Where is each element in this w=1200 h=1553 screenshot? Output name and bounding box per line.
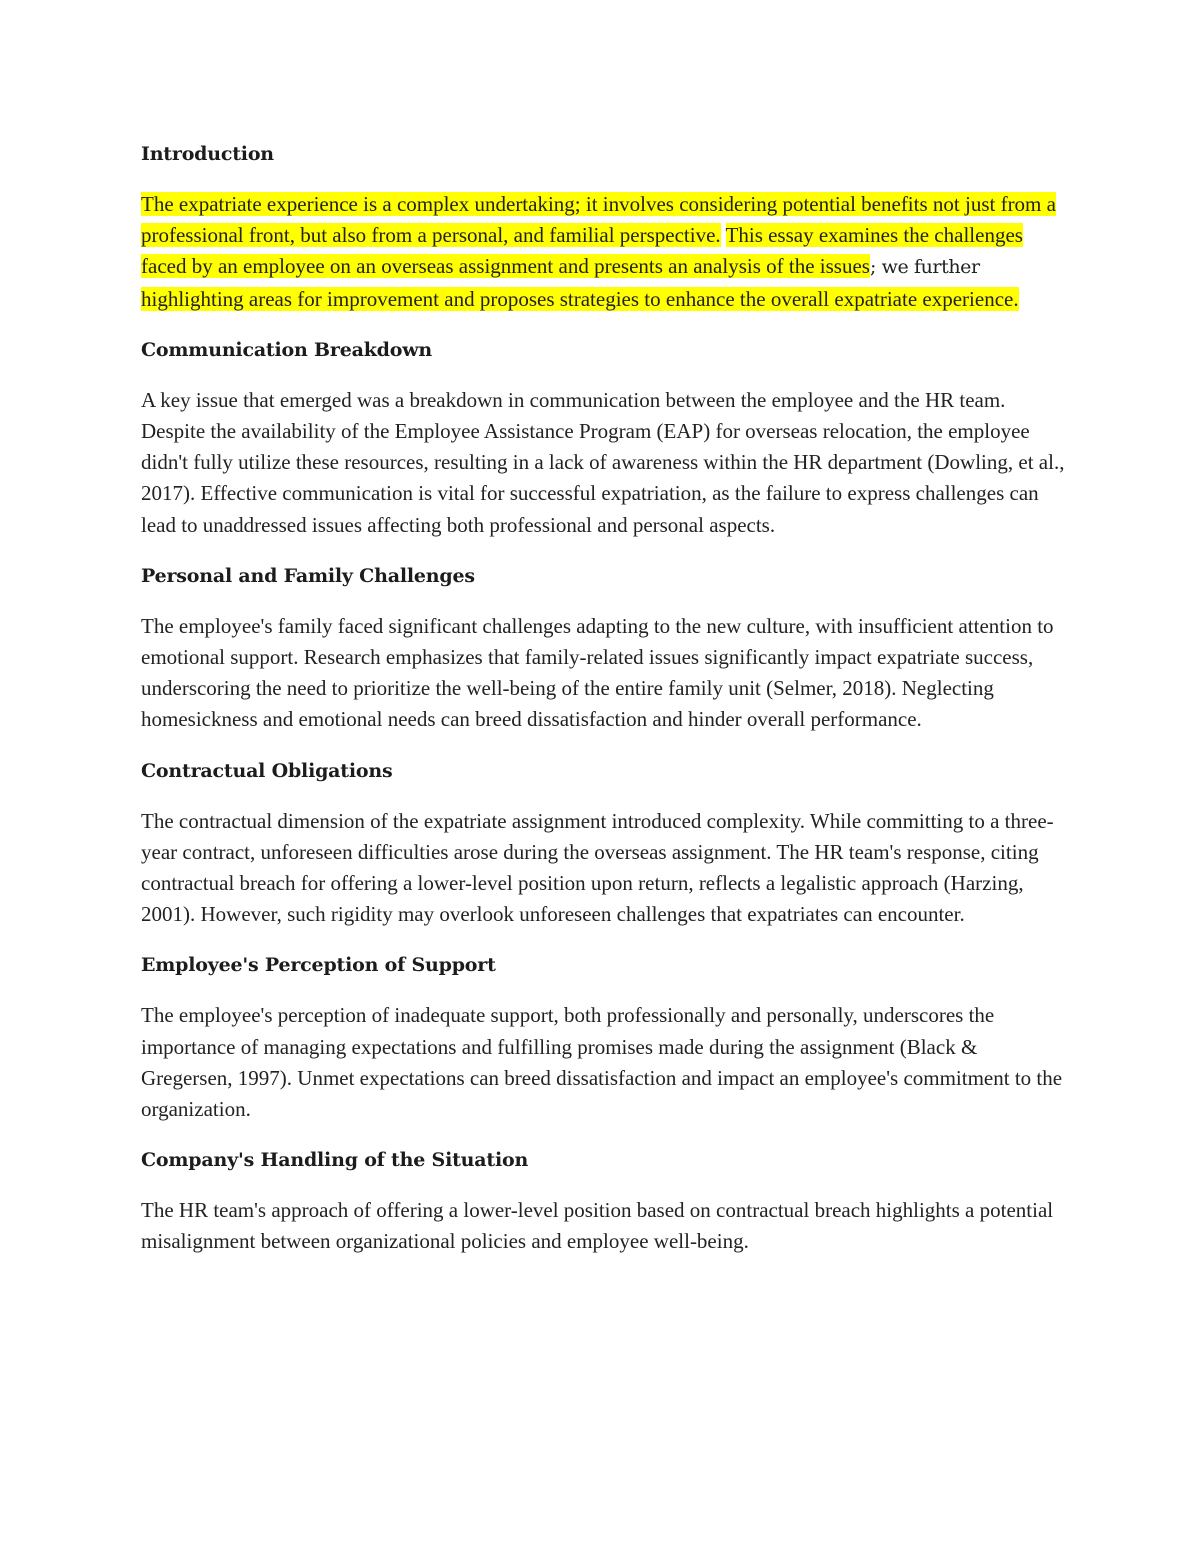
paragraph-introduction [141,189,1066,315]
paragraph-company-handling: The HR team's approach of offering a lower-level position based on contractual breach highlights a potential misalignment between organizational policies and employee well-being. [141,1198,1054,1254]
highlighted-text: This essay examines the challenges faced by an employee on an overseas assignment and presents an analysis of the issues [141,223,1023,279]
paragraph-communication-breakdown: A key issue that emerged was a breakdown in communication between the employee and the HR team. Despite the availability of the Employee Assistance Program (EAP) for overseas relocation, the employee didn't fully utilize these resources, resulting in a lack of awareness within the HR department (Dowling, et al., 2017). Effective communication is vital for successful expatriation, as the failure to express challenges can lead to unaddressed issues affecting both professional and personal aspects. [141,387,1065,537]
plain-text: ; we further [869,256,980,279]
paragraph-personal-family-challenges: The employee's family faced significant challenges adapting to the new culture, with insufficient attention to emotional support. Research emphasizes that family-related issues significantly impact expatriate success, underscoring the need to prioritize the well-being of the entire family unit (Selmer, 2018). Neglecting homesickness and emotional needs can breed dissatisfaction and hinder overall performance. [141,613,1054,732]
heading-company-handling: Company's Handling of the Situation [141,1149,529,1172]
paragraph-perception-of-support: The employee's perception of inadequate support, both professionally and personally, underscores the importance of managing expectations and fulfilling promises made during the assignment (Black & Gregersen, 1997). Unmet expectations can breed dissatisfaction and impact an employee's commitment to the organization. [141,1003,1063,1122]
heading-contractual-obligations: Contractual Obligations [141,759,393,782]
paragraph-contractual-obligations: The contractual dimension of the expatriate assignment introduced complexity. While committing to a three-year contract, unforeseen difficulties arose during the overseas assignment. The HR team's response, citing contractual breach for offering a lower-level position upon return, reflects a legalistic approach (Harzing, 2001). However, such rigidity may overlook unforeseen challenges that expatriates can encounter. [141,808,1054,927]
highlighted-text: The expatriate experience is a complex undertaking; it involves considering potential benefits not just from a professional front, but also from a personal, and familial perspective. [141,192,1056,248]
highlighted-text: highlighting areas for improvement and proposes strategies to enhance the overall expatriate experience. [141,286,1019,311]
heading-perception-of-support: Employee's Perception of Support [141,954,496,977]
heading-personal-family-challenges: Personal and Family Challenges [141,564,475,587]
document-body [141,139,1066,1278]
heading-communication-breakdown: Communication Breakdown [141,338,432,361]
heading-introduction: Introduction [141,143,274,165]
